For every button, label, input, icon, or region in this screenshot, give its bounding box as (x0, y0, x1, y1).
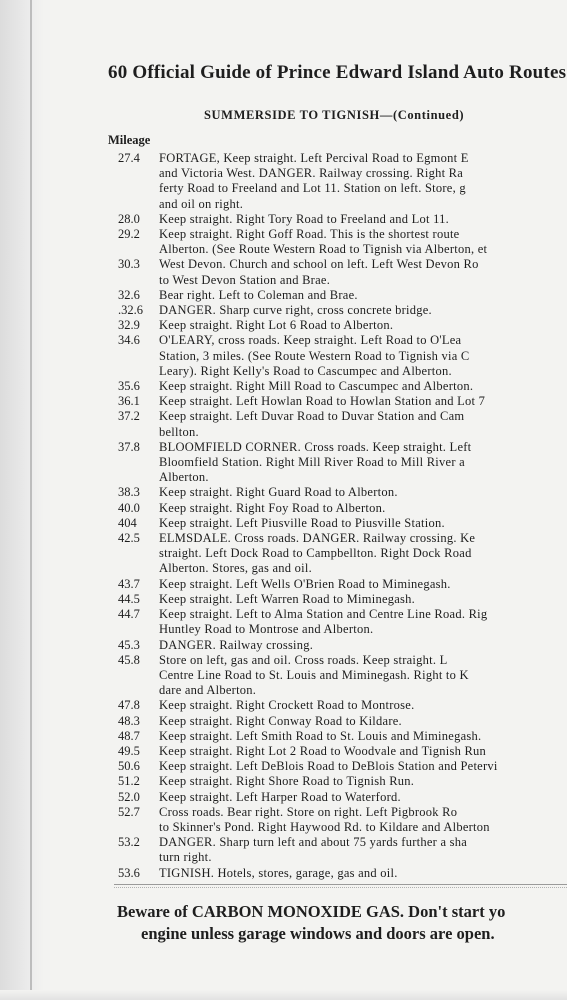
route-description-line: Keep straight. Right Goff Road. This is the shortest route (159, 227, 460, 242)
route-description (159, 714, 567, 729)
route-description-line: Keep straight. Left Piusville Road to Piusville Station. (159, 515, 445, 530)
route-entry (116, 607, 567, 637)
mileage-value: 44.7 (118, 607, 140, 622)
route-entry (116, 759, 567, 774)
route-entry (116, 151, 567, 212)
carbon-monoxide-warning-line-1: Beware of CARBON MONOXIDE GAS. Don't start yo (117, 902, 506, 921)
route-description-line: Keep straight. Left Howlan Road to Howlan Station and Lot 7 (159, 394, 486, 409)
route-description-line: Leary). Right Kelly's Road to Cascumpec and Alberton. (159, 363, 452, 378)
route-description-line: straight. Left Dock Road to Campbellton. Right Dock Road (159, 546, 472, 561)
mileage-value: 48.3 (118, 713, 140, 728)
route-description-line: DANGER. Sharp curve right, cross concrete bridge. (159, 303, 432, 318)
route-description (159, 501, 567, 516)
mileage-value: 42.5 (118, 531, 140, 546)
section-title: SUMMERSIDE TO TIGNISH—(Continued) (204, 108, 465, 122)
mileage-value: 48.7 (118, 728, 140, 743)
route-description (159, 638, 567, 653)
route-description (159, 394, 567, 409)
route-entry (116, 303, 567, 318)
route-description (159, 409, 567, 439)
route-list (116, 151, 567, 881)
route-description-line: Keep straight. Left Duvar Road to Duvar Station and Cam (159, 409, 465, 424)
route-description-line: turn right. (159, 850, 212, 865)
mileage-value: 404 (118, 515, 137, 530)
route-description-line: Keep straight. Left DeBlois Road to DeBlois Station and Petervi (159, 759, 498, 774)
route-description-line: Keep straight. Left Warren Road to Miminegash. (159, 591, 416, 606)
route-entry (116, 592, 567, 607)
route-entry (116, 394, 567, 409)
route-description-line: Keep straight. Right Crockett Road to Montrose. (159, 698, 415, 713)
route-description-line: DANGER. Sharp turn left and about 75 yards further a sha (159, 835, 468, 850)
route-description (159, 531, 567, 577)
route-description (159, 379, 567, 394)
route-description-line: West Devon. Church and school on left. Left West Devon Ro (159, 257, 479, 272)
route-description (159, 318, 567, 333)
page-binding-line (30, 0, 32, 1000)
route-description-line: Alberton. (159, 470, 209, 485)
route-entry (116, 774, 567, 789)
mileage-value: 34.6 (118, 333, 140, 348)
route-description (159, 333, 567, 379)
route-entry (116, 698, 567, 713)
route-description-line: Keep straight. Left Smith Road to St. Louis and Miminegash. (159, 728, 482, 743)
route-description (159, 151, 567, 212)
route-description (159, 698, 567, 713)
route-description (159, 485, 567, 500)
route-description-line: Store on left, gas and oil. Cross roads. Keep straight. L (159, 652, 448, 667)
route-entry (116, 501, 567, 516)
route-description-line: to West Devon Station and Brae. (159, 272, 331, 287)
mileage-value: 52.0 (118, 789, 140, 804)
route-entry (116, 318, 567, 333)
mileage-value: 47.8 (118, 698, 140, 713)
route-description (159, 303, 567, 318)
carbon-monoxide-warning-line-2: engine unless garage windows and doors are open. (141, 924, 495, 943)
mileage-value: .32.6 (118, 303, 143, 318)
route-description (159, 440, 567, 486)
route-description (159, 774, 567, 789)
page-header: 60 Official Guide of Prince Edward Island Auto Routes (108, 62, 567, 83)
mileage-value: 44.5 (118, 591, 140, 606)
mileage-label: Mileage (108, 133, 151, 147)
route-entry (116, 333, 567, 379)
mileage-value: 36.1 (118, 394, 140, 409)
route-description (159, 744, 567, 759)
route-entry (116, 379, 567, 394)
route-description (159, 835, 567, 865)
route-description-line: Station, 3 miles. (See Route Western Road to Tignish via C (159, 348, 470, 363)
mileage-value: 28.0 (118, 211, 140, 226)
route-description-line: Huntley Road to Montrose and Alberton. (159, 622, 374, 637)
route-description (159, 607, 567, 637)
route-description-line: Keep straight. Left Wells O'Brien Road to Miminegash. (159, 576, 451, 591)
route-description-line: BLOOMFIELD CORNER. Cross roads. Keep straight. Left (159, 439, 472, 454)
route-entry (116, 653, 567, 699)
route-entry (116, 577, 567, 592)
route-description-line: Keep straight. Left to Alma Station and Centre Line Road. Rig (159, 607, 488, 622)
route-description (159, 729, 567, 744)
route-entry (116, 440, 567, 486)
mileage-value: 38.3 (118, 485, 140, 500)
mileage-value: 37.2 (118, 409, 140, 424)
route-description-line: TIGNISH. Hotels, stores, garage, gas and oil. (159, 865, 398, 880)
route-description-line: ferty Road to Freeland and Lot 11. Station on left. Store, g (159, 181, 466, 196)
route-description-line: dare and Alberton. (159, 683, 257, 698)
route-entry (116, 257, 567, 287)
route-description-line: Centre Line Road to St. Louis and Miminegash. Right to K (159, 667, 469, 682)
route-entry (116, 866, 567, 881)
route-description-line: Alberton. (See Route Western Road to Tignish via Alberton, et (159, 242, 488, 257)
route-description (159, 288, 567, 303)
route-description-line: Alberton. Stores, gas and oil. (159, 561, 312, 576)
route-description (159, 592, 567, 607)
mileage-value: 37.8 (118, 439, 140, 454)
route-description-line: Keep straight. Right Lot 6 Road to Alberton. (159, 318, 394, 333)
route-entry (116, 744, 567, 759)
route-description-line: and Victoria West. DANGER. Railway crossing. Right Ra (159, 166, 464, 181)
route-description (159, 577, 567, 592)
mileage-value: 45.8 (118, 652, 140, 667)
route-entry (116, 531, 567, 577)
footer-divider (114, 884, 567, 885)
route-description (159, 212, 567, 227)
route-description-line: Keep straight. Right Mill Road to Cascumpec and Alberton. (159, 379, 474, 394)
route-entry (116, 485, 567, 500)
route-description-line: Bloomfield Station. Right Mill River Road to Mill River a (159, 455, 465, 470)
route-description (159, 516, 567, 531)
route-entry (116, 729, 567, 744)
route-description-line: O'LEARY, cross roads. Keep straight. Left Road to O'Lea (159, 333, 462, 348)
route-entry (116, 638, 567, 653)
mileage-value: 30.3 (118, 257, 140, 272)
route-description-line: Keep straight. Right Guard Road to Alberton. (159, 485, 398, 500)
route-description (159, 227, 567, 257)
route-entry (116, 288, 567, 303)
mileage-value: 53.6 (118, 865, 140, 880)
route-description-line: Keep straight. Right Lot 2 Road to Woodvale and Tignish Run (159, 743, 487, 758)
route-description-line: bellton. (159, 424, 199, 439)
route-description-line: Cross roads. Bear right. Store on right. Left Pigbrook Ro (159, 804, 458, 819)
page-binding-edge (0, 0, 44, 1000)
route-description-line: DANGER. Railway crossing. (159, 637, 314, 652)
route-description (159, 866, 567, 881)
route-entry (116, 409, 567, 439)
route-description-line: Keep straight. Right Tory Road to Freeland and Lot 11. (159, 211, 450, 226)
mileage-value: 43.7 (118, 576, 140, 591)
route-description-line: Keep straight. Right Conway Road to Kildare. (159, 713, 402, 728)
route-description-line: Bear right. Left to Coleman and Brae. (159, 287, 358, 302)
route-entry (116, 227, 567, 257)
route-description-line: Keep straight. Right Foy Road to Alberton. (159, 500, 386, 515)
route-description-line: Keep straight. Right Shore Road to Tignish Run. (159, 774, 415, 789)
route-description (159, 257, 567, 287)
mileage-value: 27.4 (118, 151, 140, 165)
route-description (159, 790, 567, 805)
route-description (159, 653, 567, 699)
mileage-value: 53.2 (118, 835, 140, 850)
mileage-value: 51.2 (118, 774, 140, 789)
route-entry (116, 212, 567, 227)
route-description-line: to Skinner's Pond. Right Haywood Rd. to Kildare and Alberton (159, 819, 490, 834)
mileage-value: 49.5 (118, 743, 140, 758)
mileage-value: 32.6 (118, 287, 140, 302)
route-description-line: and oil on right. (159, 196, 244, 211)
mileage-value: 32.9 (118, 318, 140, 333)
route-description-line: Keep straight. Left Harper Road to Waterford. (159, 789, 401, 804)
mileage-value: 35.6 (118, 379, 140, 394)
route-entry (116, 805, 567, 835)
mileage-value: 29.2 (118, 227, 140, 242)
route-description-line: FORTAGE, Keep straight. Left Percival Road to Egmont E (159, 151, 469, 165)
route-entry (116, 790, 567, 805)
route-description (159, 805, 567, 835)
mileage-value: 40.0 (118, 500, 140, 515)
route-description-line: ELMSDALE. Cross roads. DANGER. Railway crossing. Ke (159, 531, 476, 546)
route-entry (116, 516, 567, 531)
page-bottom-edge (0, 990, 567, 1000)
mileage-value: 50.6 (118, 759, 140, 774)
mileage-value: 45.3 (118, 637, 140, 652)
route-entry (116, 714, 567, 729)
footer-divider-dotted (114, 887, 567, 888)
route-entry (116, 835, 567, 865)
mileage-value: 52.7 (118, 804, 140, 819)
route-description (159, 759, 567, 774)
